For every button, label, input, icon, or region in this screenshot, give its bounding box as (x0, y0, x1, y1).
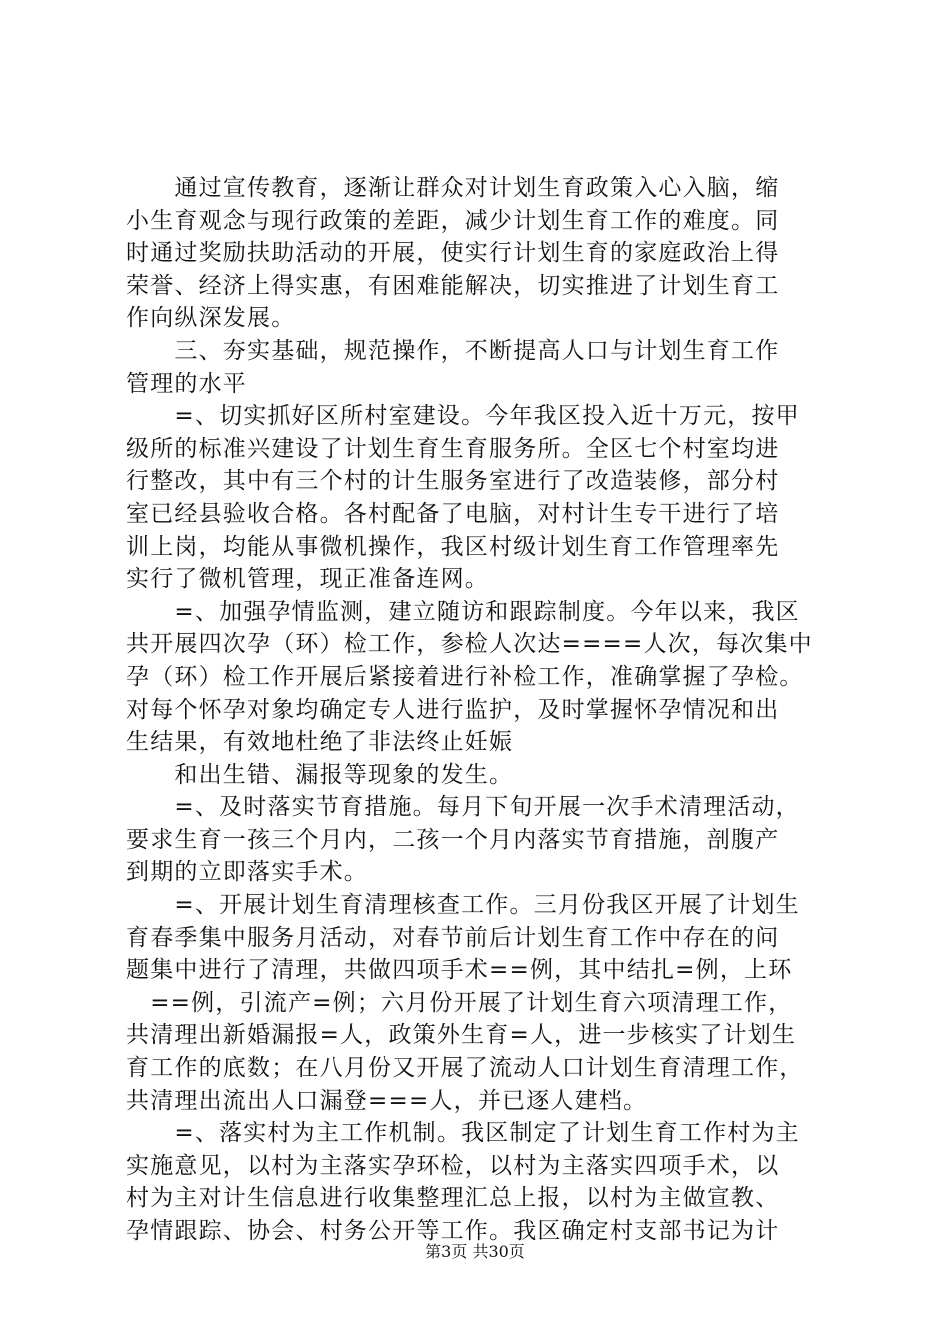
text-line: 育春季集中服务月活动，对春节前后计划生育工作中存在的问 (126, 924, 780, 951)
text-line: 三、夯实基础，规范操作，不断提高人口与计划生育工作 (126, 337, 780, 364)
text-line: =、开展计划生育清理核查工作。三月份我区开展了计划生 (126, 892, 800, 919)
text-line: 行整改，其中有三个村的计生服务室进行了改造装修，部分村 (126, 468, 780, 495)
text-line: =、切实抓好区所村室建设。今年我区投入近十万元，按甲 (126, 403, 800, 430)
text-line: 共开展四次孕（环）检工作，参检人次达====人次，每次集中 (126, 631, 813, 658)
text-line: 时通过奖励扶助活动的开展，使实行计划生育的家庭政治上得 (126, 240, 780, 267)
body-text (126, 172, 866, 1248)
text-line: 实行了微机管理，现正准备连网。 (126, 566, 489, 593)
text-line: =、加强孕情监测，建立随访和跟踪制度。今年以来，我区 (126, 598, 800, 625)
text-line: 室已经县验收合格。各村配备了电脑，对村计生专干进行了培 (126, 500, 780, 527)
text-line: 孕情跟踪、协会、村务公开等工作。我区确定村支部书记为计 (126, 1218, 780, 1244)
text-line: =、落实村为主工作机制。我区制定了计划生育工作村为主 (126, 1120, 800, 1147)
text-line: 实施意见，以村为主落实孕环检，以村为主落实四项手术，以 (126, 1152, 780, 1179)
text-line: 生结果，有效地杜绝了非法终止妊娠 (126, 729, 514, 756)
text-line: 共清理出流出人口漏登===人，并已逐人建档。 (126, 1087, 648, 1114)
text-line: 到期的立即落实手术。 (126, 859, 368, 886)
text-line: 题集中进行了清理，共做四项手术==例，其中结扎=例，上环 (126, 957, 793, 984)
text-line: 小生育观念与现行政策的差距，减少计划生育工作的难度。同 (126, 207, 780, 234)
text-line: 级所的标准兴建设了计划生育生育服务所。全区七个村室均进 (126, 435, 780, 462)
text-line: 对每个怀孕对象均确定专人进行监护，及时掌握怀孕情况和出 (126, 696, 780, 723)
text-line: 训上岗，均能从事微机操作，我区村级计划生育工作管理率先 (126, 533, 780, 560)
text-line: 育工作的底数；在八月份又开展了流动人口计划生育清理工作， (126, 1055, 804, 1082)
text-line: 通过宣传教育，逐渐让群众对计划生育政策入心入脑，缩 (126, 175, 780, 201)
text-line: 要求生育一孩三个月内，二孩一个月内落实节育措施，剖腹产 (126, 826, 780, 853)
text-line: 作向纵深发展。 (126, 305, 296, 332)
text-line: 管理的水平 (126, 370, 247, 397)
text-line: 孕（环）检工作开展后紧接着进行补检工作，准确掌握了孕检。 (126, 663, 804, 690)
text-line: 荣誉、经济上得实惠，有困难能解决，切实推进了计划生育工 (126, 272, 780, 299)
text-line: 和出生错、漏报等现象的发生。 (126, 761, 514, 788)
text-line: 共清理出新婚漏报=人，政策外生育=人，进一步核实了计划生 (126, 1022, 797, 1049)
text-line: ==例，引流产=例；六月份开展了计划生育六项清理工作， (126, 989, 793, 1016)
page-footer: 第3页 共30页 (425, 1242, 525, 1261)
text-line: 村为主对计生信息进行收集整理汇总上报，以村为主做宣教、 (126, 1185, 780, 1212)
text-line: =、及时落实节育措施。每月下旬开展一次手术清理活动， (126, 794, 800, 821)
